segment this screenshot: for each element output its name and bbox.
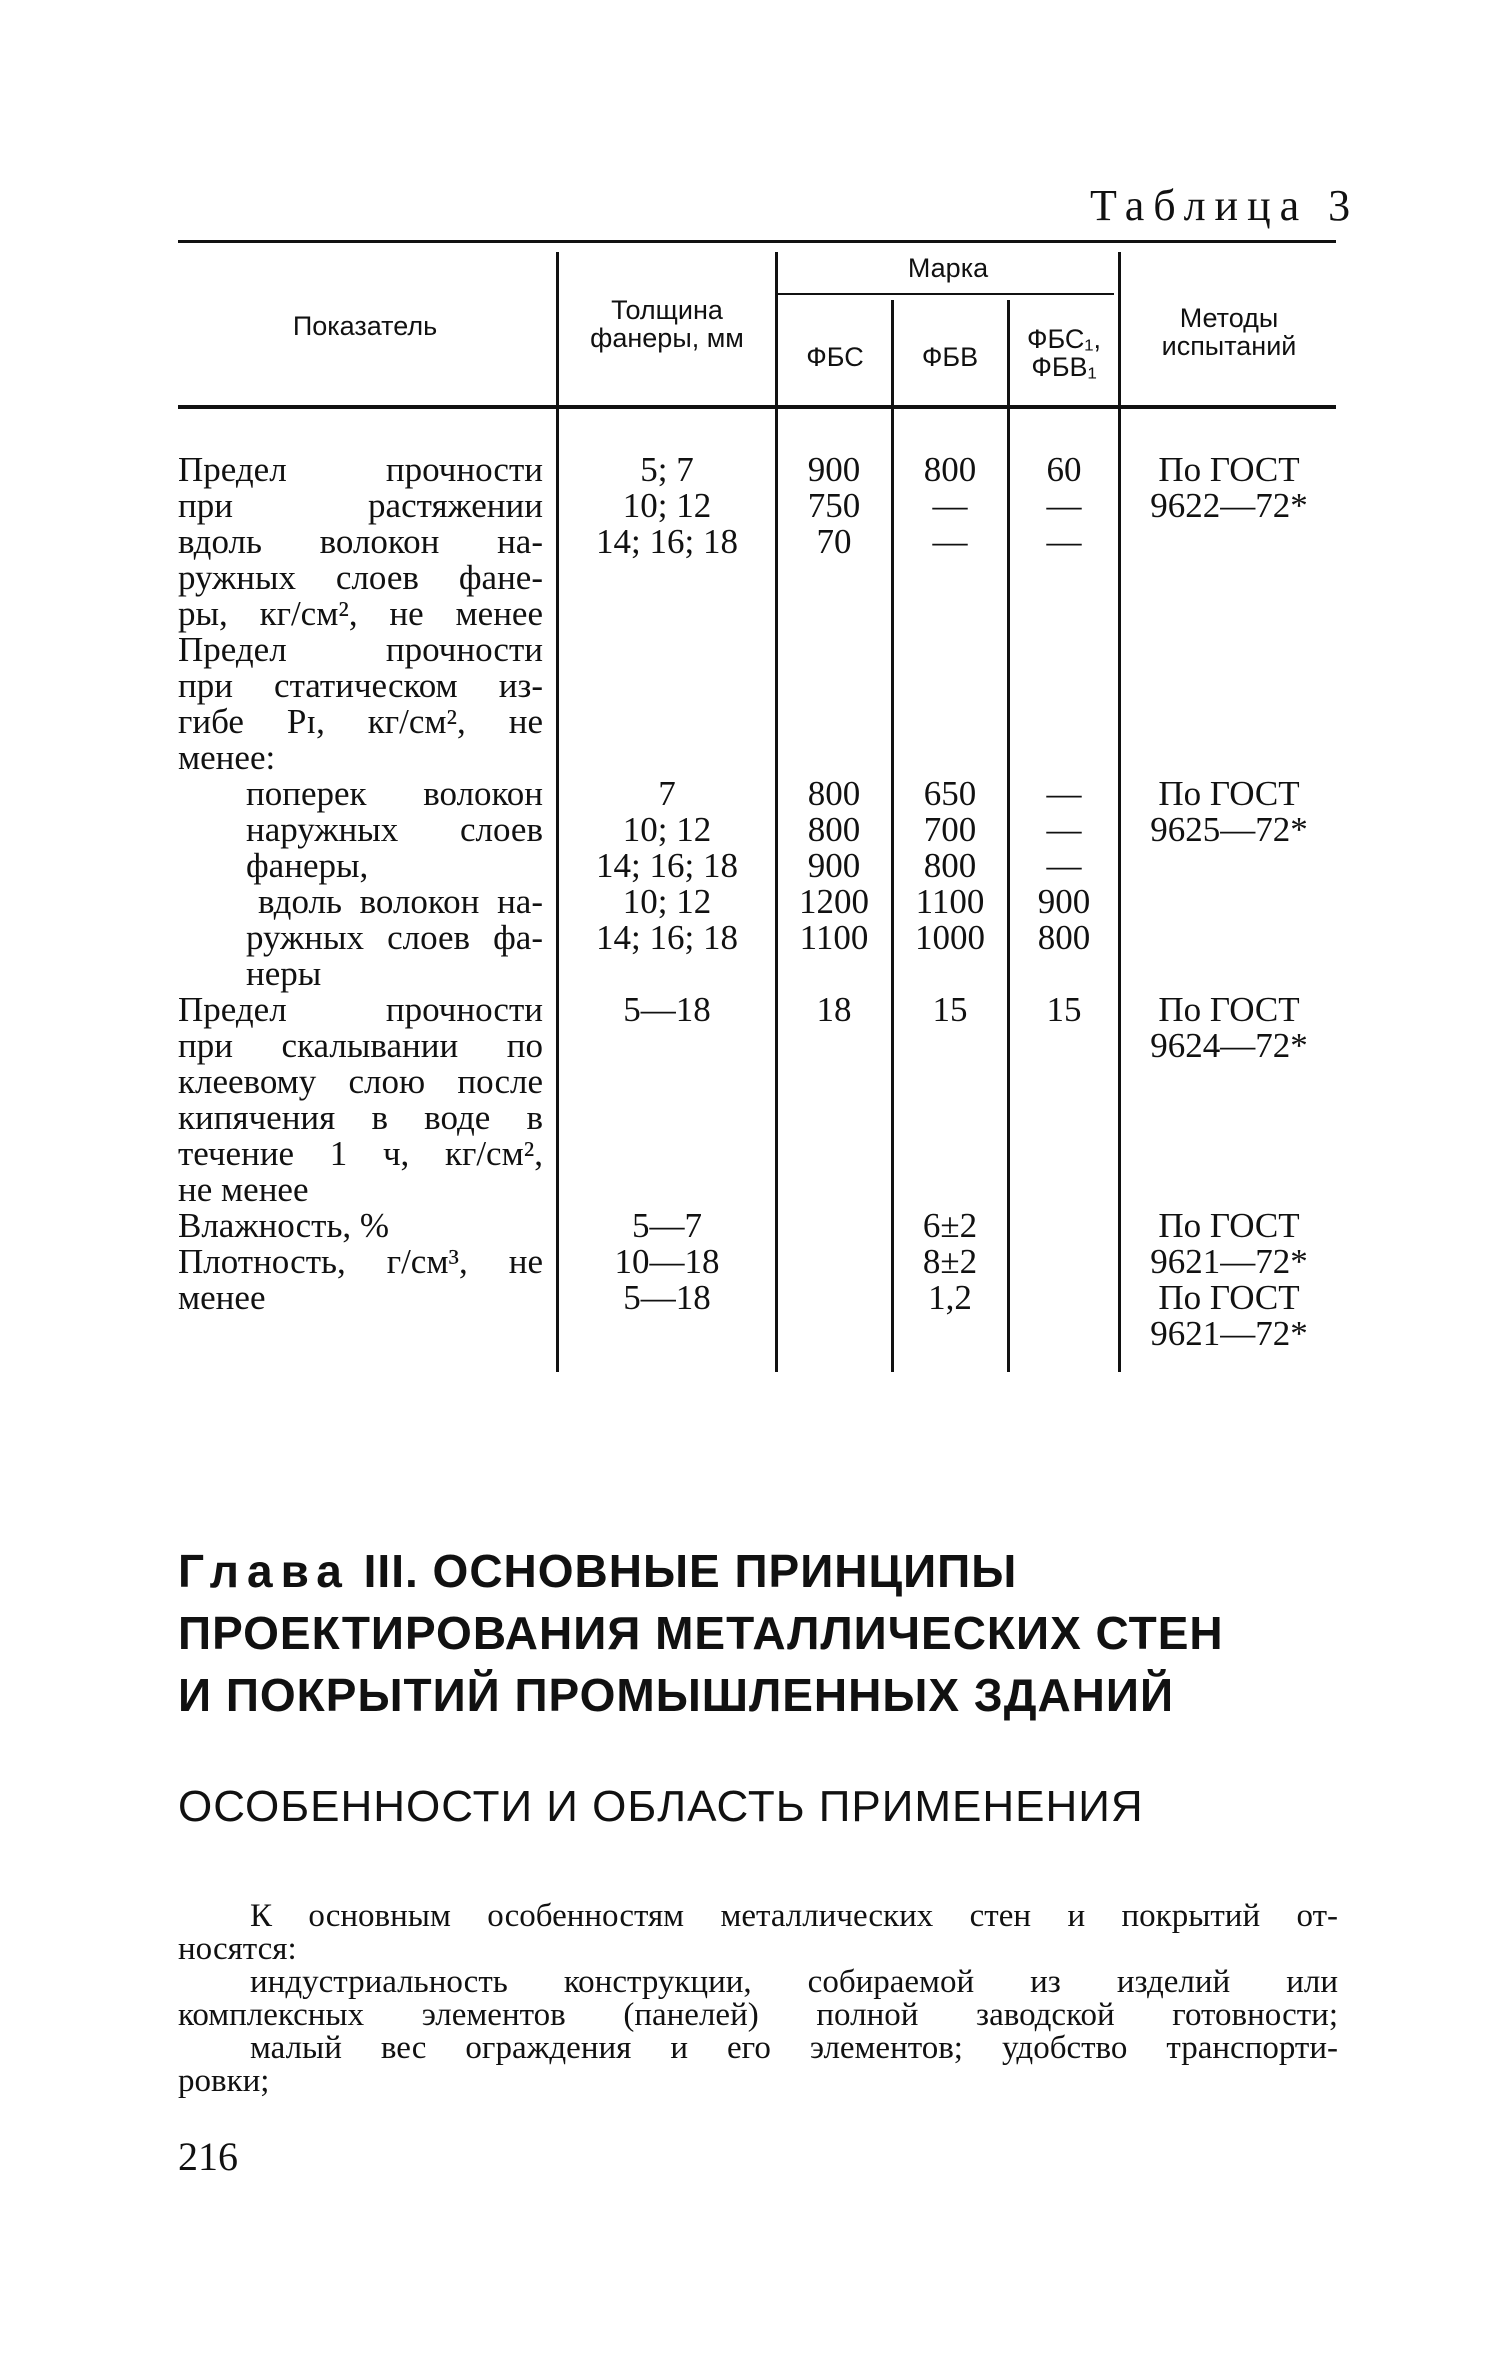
indicator-line: при скалывании по <box>178 1026 543 1065</box>
cell-thickness: 14; 16; 18 <box>596 918 738 957</box>
indicator-line: гибе Pɪ, кг/см², не <box>178 702 543 741</box>
cell-fbv: 800 <box>923 846 977 885</box>
cell-method: По ГОСТ <box>1158 450 1300 489</box>
cell-method: 9624—72* <box>1150 1026 1308 1065</box>
cell-thickness: 5—18 <box>623 990 711 1029</box>
cell-fbs1: — <box>1046 810 1082 849</box>
chapter-line: III. ОСНОВНЫЕ ПРИНЦИПЫ <box>363 1545 1018 1597</box>
cell-fbv: 650 <box>923 774 977 813</box>
body-line: малый вес ограждения и его элементов; удобство транспорти- <box>250 2030 1338 2066</box>
cell-fbv: — <box>932 522 968 561</box>
indicator-line: Влажность, % <box>178 1206 390 1245</box>
header-brand: Марка <box>907 253 989 283</box>
cell-fbs: 800 <box>807 774 861 813</box>
cell-fbv: 800 <box>923 450 977 489</box>
indicator-line: Предел прочности <box>178 450 543 489</box>
cell-fbv: 1,2 <box>928 1278 972 1317</box>
indicator-line: течение 1 ч, кг/см², <box>178 1134 543 1173</box>
body-line: индустриальность конструкции, собираемой из изделий или <box>250 1964 1338 2000</box>
cell-fbs: 900 <box>807 450 861 489</box>
indicator-line: при растяжении <box>178 486 543 525</box>
cell-thickness: 10; 12 <box>622 486 712 525</box>
cell-method: По ГОСТ <box>1158 990 1300 1029</box>
table-caption: Таблица 3 <box>1090 181 1360 230</box>
cell-fbs1: — <box>1046 486 1082 525</box>
cell-fbs1: — <box>1046 522 1082 561</box>
brand-subrule <box>778 293 1114 295</box>
cell-thickness: 10; 12 <box>622 882 712 921</box>
header-methods-line2: испытаний <box>1161 331 1297 362</box>
indicator-line: клеевому слою после <box>178 1062 543 1101</box>
indicator-line: ружных слоев фане- <box>178 558 543 597</box>
page-number: 216 <box>178 2134 238 2179</box>
indicator-line: вдоль волокон на- <box>258 882 543 921</box>
indicator-line: наружных слоев <box>246 810 543 849</box>
header-indicator: Показатель <box>292 311 438 341</box>
body-line: комплексных элементов (панелей) полной заводской готовности; <box>178 1997 1338 2033</box>
header-fbs1-fbv1 <box>1011 325 1117 382</box>
table-header-rule <box>178 405 1336 409</box>
header-fbv: ФБВ <box>921 342 979 372</box>
chapter-prefix: Глава <box>178 1545 350 1597</box>
cell-method: 9621—72* <box>1150 1242 1308 1281</box>
cell-method: По ГОСТ <box>1158 774 1300 813</box>
chapter-line: И ПОКРЫТИЙ ПРОМЫШЛЕННЫХ ЗДАНИЙ <box>178 1669 1175 1721</box>
cell-fbv: 15 <box>932 990 968 1029</box>
cell-thickness: 5; 7 <box>640 450 694 489</box>
indicator-line: не менее <box>178 1170 309 1209</box>
indicator-line: менее: <box>178 738 276 777</box>
indicator-line: фанеры, <box>246 846 369 885</box>
cell-fbs1: 800 <box>1037 918 1091 957</box>
indicator-line: Предел прочности <box>178 630 543 669</box>
indicator-line: Предел прочности <box>178 990 543 1029</box>
body-line: ровки; <box>178 2063 270 2099</box>
cell-fbs: 1200 <box>799 882 869 921</box>
col-divider-3 <box>891 300 894 1372</box>
body-line: носятся: <box>178 1931 297 1967</box>
cell-fbs: 900 <box>807 846 861 885</box>
indicator-line: Плотность, г/см³, не <box>178 1242 543 1281</box>
col-divider-5 <box>1118 252 1121 1372</box>
chapter-heading <box>178 1540 1348 1726</box>
header-thickness-line2: фанеры, мм <box>590 323 744 354</box>
indicator-column <box>178 452 543 1316</box>
cell-fbs: 18 <box>816 990 852 1029</box>
indicator-line: ры, кг/см², не менее <box>178 594 543 633</box>
cell-fbs1: 15 <box>1046 990 1082 1029</box>
header-methods <box>1122 304 1336 361</box>
indicator-line: при статическом из- <box>178 666 543 705</box>
cell-fbs1: — <box>1046 846 1082 885</box>
cell-thickness: 10—18 <box>614 1242 720 1281</box>
header-fbs: ФБС <box>806 342 864 372</box>
cell-thickness: 5—18 <box>623 1278 711 1317</box>
cell-thickness: 10; 12 <box>622 810 712 849</box>
indicator-line: неры <box>246 954 322 993</box>
cell-thickness: 14; 16; 18 <box>596 846 738 885</box>
header-thickness <box>562 296 772 353</box>
cell-method: По ГОСТ <box>1158 1278 1300 1317</box>
indicator-line: поперек волокон <box>246 774 543 813</box>
header-thickness-line1: Толщина <box>611 295 723 325</box>
chapter-line: ПРОЕКТИРОВАНИЯ МЕТАЛЛИЧЕСКИХ СТЕН <box>178 1607 1224 1659</box>
section-title: ОСОБЕННОСТИ И ОБЛАСТЬ ПРИМЕНЕНИЯ <box>178 1782 1144 1831</box>
body-line: К основным особенностям металлических стен и покрытий от- <box>250 1898 1338 1934</box>
cell-fbs1: 900 <box>1037 882 1091 921</box>
cell-fbs: 750 <box>807 486 861 525</box>
cell-fbs: 1100 <box>799 918 869 957</box>
col-divider-1 <box>556 252 559 1372</box>
header-fbv1: ФБВ₁ <box>1031 352 1097 383</box>
cell-method: 9622—72* <box>1150 486 1308 525</box>
col-divider-4 <box>1007 300 1010 1372</box>
cell-fbv: — <box>932 486 968 525</box>
cell-fbv: 8±2 <box>922 1242 978 1281</box>
cell-method: 9625—72* <box>1150 810 1308 849</box>
cell-fbv: 1100 <box>915 882 985 921</box>
cell-fbs: 70 <box>816 522 852 561</box>
table-top-rule <box>178 240 1336 243</box>
cell-fbs1: — <box>1046 774 1082 813</box>
indicator-line: вдоль волокон на- <box>178 522 543 561</box>
header-methods-line1: Методы <box>1179 303 1279 333</box>
header-fbs1: ФБС₁, <box>1026 324 1102 354</box>
cell-fbv: 700 <box>923 810 977 849</box>
cell-thickness: 14; 16; 18 <box>596 522 738 561</box>
col-divider-2 <box>775 252 778 1372</box>
cell-fbv: 1000 <box>915 918 985 957</box>
indicator-line: кипячения в воде в <box>178 1098 543 1137</box>
indicator-line: ружных слоев фа- <box>246 918 543 957</box>
body-text <box>178 1900 1338 2098</box>
cell-fbs1: 60 <box>1046 450 1082 489</box>
cell-method: По ГОСТ <box>1158 1206 1300 1245</box>
cell-thickness: 5—7 <box>632 1206 702 1245</box>
cell-thickness: 7 <box>658 774 676 813</box>
cell-fbv: 6±2 <box>922 1206 978 1245</box>
indicator-line: менее <box>178 1278 266 1317</box>
cell-fbs: 800 <box>807 810 861 849</box>
cell-method: 9621—72* <box>1150 1314 1308 1353</box>
